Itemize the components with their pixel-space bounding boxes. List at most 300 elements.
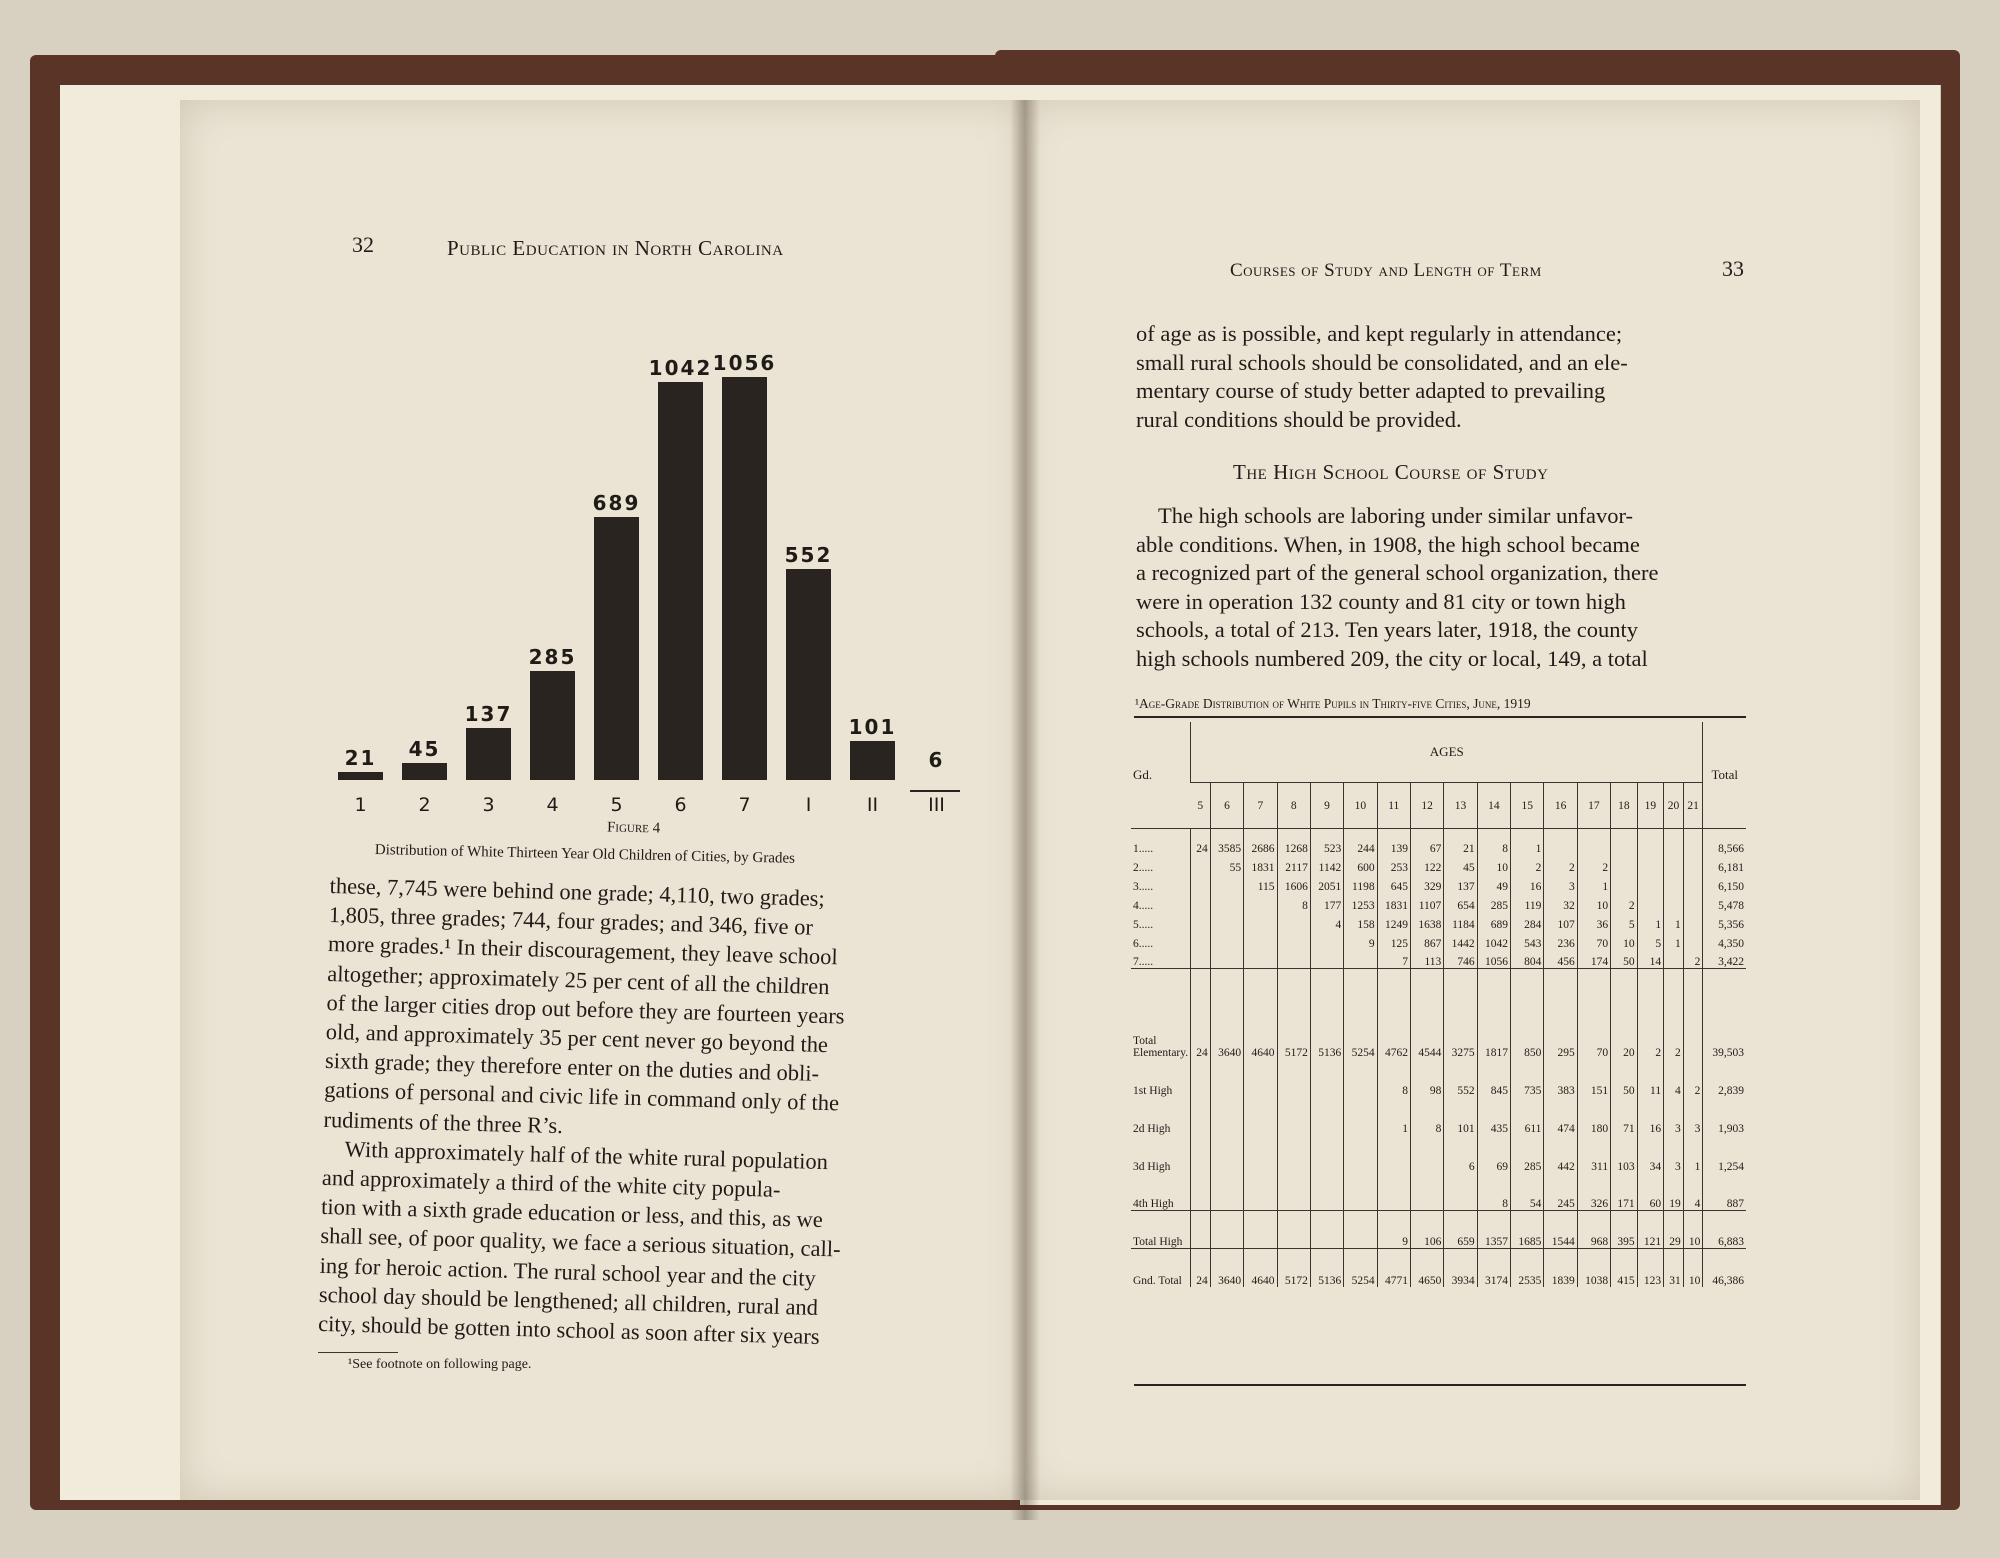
table-cell: 16 — [1637, 1097, 1664, 1135]
table-cell: 3585 — [1210, 829, 1243, 855]
bar-value-label: 101 — [848, 715, 897, 740]
table-cell: 125 — [1377, 931, 1410, 950]
table-cell — [1310, 1135, 1343, 1173]
table-cell: 67 — [1410, 829, 1443, 855]
table-cell: 5136 — [1310, 969, 1343, 1059]
left-page-number: 32 — [352, 232, 374, 257]
table-cell — [1210, 931, 1243, 950]
table-cell: 10 — [1683, 1249, 1703, 1287]
age-column-header: 12 — [1410, 783, 1443, 829]
table-cell: 1249 — [1377, 912, 1410, 931]
table-cell — [1683, 969, 1703, 1059]
table-cell — [1244, 1173, 1277, 1211]
table-cell — [1683, 874, 1703, 893]
row-grade-label: 4..... — [1133, 899, 1154, 912]
table-cell: 5254 — [1344, 1249, 1377, 1287]
bar-grade-7 — [722, 377, 767, 780]
row-total: 5,356 — [1703, 912, 1746, 931]
row-grade-label: Total Elementary. — [1133, 1034, 1189, 1059]
table-cell — [1611, 874, 1638, 893]
left-body-line: With approximately half of the white rural population — [344, 1136, 829, 1174]
bar-grade-2 — [402, 763, 447, 780]
table-cell — [1244, 912, 1277, 931]
row-total: 46,386 — [1703, 1249, 1746, 1287]
table-row — [1131, 855, 1746, 874]
table-cell: 850 — [1511, 969, 1544, 1059]
table-cell: 4771 — [1377, 1249, 1410, 1287]
table-cell: 1142 — [1310, 855, 1343, 874]
table-row — [1131, 931, 1746, 950]
table-cell — [1277, 931, 1310, 950]
grade-tick-label: 2 — [418, 794, 431, 816]
right-p2-line: were in operation 132 county and 81 city or town high — [1136, 588, 1626, 614]
table-cell: 7 — [1377, 950, 1410, 969]
col-ages-header: AGES — [1191, 722, 1703, 783]
table-cell: 1831 — [1244, 855, 1277, 874]
table-cell: 4640 — [1244, 969, 1277, 1059]
row-grade-label: 2..... — [1133, 861, 1154, 874]
table-cell: 3934 — [1444, 1249, 1477, 1287]
table-cell: 29 — [1664, 1211, 1684, 1249]
right-page-number: 33 — [1722, 256, 1744, 281]
table-cell: 4762 — [1377, 969, 1410, 1059]
row-total: 6,150 — [1703, 874, 1746, 893]
left-body-line: sixth grade; they therefore enter on the duties and obli- — [324, 1048, 820, 1087]
table-cell — [1683, 855, 1703, 874]
table-cell: 122 — [1410, 855, 1443, 874]
bar-value-label: 21 — [344, 745, 377, 770]
table-cell: 49 — [1477, 874, 1510, 893]
left-body-line: old, and approximately 35 per cent never go beyond the — [325, 1018, 829, 1058]
right-p1-line: small rural schools should be consolidated, and an ele- — [1136, 349, 1628, 375]
table-cell: 2 — [1664, 969, 1684, 1059]
grade-tick-label: II — [866, 794, 879, 816]
table-cell — [1611, 829, 1638, 855]
table-cell: 36 — [1577, 912, 1610, 931]
right-p2-line: schools, a total of 213. Ten years later, 1918, the county — [1136, 617, 1638, 642]
table-cell: 5 — [1637, 931, 1664, 950]
left-running-head: Public Education in North Carolina — [447, 236, 784, 260]
table-row — [1131, 912, 1746, 931]
table-cell — [1191, 1097, 1211, 1135]
right-p2-line: high schools numbered 209, the city or local, 149, a total — [1136, 645, 1648, 671]
table-cell: 5172 — [1277, 1249, 1310, 1287]
bar-value-label: 45 — [408, 736, 441, 761]
table-cell — [1244, 950, 1277, 969]
table-cell — [1611, 855, 1638, 874]
bar-value-label: 1042 — [648, 356, 713, 381]
table-cell: 746 — [1444, 950, 1477, 969]
table-cell: 285 — [1477, 893, 1510, 912]
bar-grade-I — [786, 569, 831, 780]
grade-tick-label: 6 — [674, 794, 687, 816]
table-cell: 4650 — [1410, 1249, 1443, 1287]
table-cell: 383 — [1544, 1059, 1577, 1097]
table-row — [1131, 1135, 1746, 1173]
age-column-header: 10 — [1344, 783, 1377, 829]
table-cell — [1410, 1135, 1443, 1173]
table-cell — [1344, 1097, 1377, 1135]
table-cell: 804 — [1511, 950, 1544, 969]
left-body-line: gations of personal and civic life in command only of the — [323, 1077, 840, 1116]
table-cell — [1664, 855, 1684, 874]
row-total: 3,422 — [1703, 950, 1746, 969]
left-body-line: altogether; approximately 25 per cent of all the children — [327, 960, 830, 999]
table-cell — [1210, 950, 1243, 969]
grade-tick-label: 1 — [354, 794, 367, 816]
table-cell — [1444, 1173, 1477, 1211]
table-cell — [1191, 893, 1211, 912]
table-row — [1131, 1059, 1746, 1097]
table-cell — [1544, 829, 1577, 855]
table-cell — [1244, 1097, 1277, 1135]
table-cell — [1191, 931, 1211, 950]
table-cell: 16 — [1511, 874, 1544, 893]
age-column-header: 6 — [1210, 783, 1243, 829]
table-cell — [1244, 1211, 1277, 1249]
table-cell — [1277, 1173, 1310, 1211]
table-cell — [1210, 1135, 1243, 1173]
table-cell — [1191, 1211, 1211, 1249]
row-grade-label: 6..... — [1133, 937, 1154, 950]
table-cell: 1685 — [1511, 1211, 1544, 1249]
table-cell: 70 — [1577, 931, 1610, 950]
table-cell: 600 — [1344, 855, 1377, 874]
row-grade-label: 4th High — [1133, 1198, 1174, 1210]
bar-value-label: 6 — [928, 748, 945, 772]
table-cell — [1191, 874, 1211, 893]
row-grade-label: 3d High — [1133, 1160, 1171, 1173]
left-body-line: these, 7,745 were behind one grade; 4,110, two grades; — [329, 872, 826, 911]
table-cell — [1277, 912, 1310, 931]
table-cell: 9 — [1377, 1211, 1410, 1249]
table-cell: 1 — [1664, 912, 1684, 931]
table-cell: 474 — [1544, 1097, 1577, 1135]
row-grade-label: 2d High — [1133, 1122, 1171, 1135]
table-cell — [1191, 912, 1211, 931]
table-row — [1131, 1173, 1746, 1211]
table-row — [1131, 893, 1746, 912]
age-column-header: 16 — [1544, 783, 1577, 829]
age-column-header: 7 — [1244, 783, 1277, 829]
row-grade-label: 3..... — [1133, 880, 1154, 893]
bar-grade-3 — [466, 728, 511, 780]
table-cell: 139 — [1377, 829, 1410, 855]
table-cell: 1198 — [1344, 874, 1377, 893]
table-cell — [1210, 893, 1243, 912]
table-cell: 5254 — [1344, 969, 1377, 1059]
table-cell — [1277, 1211, 1310, 1249]
table-title: ¹Age-Grade Distribution of White Pupils in Thirty-five Cities, June, 1919 — [1135, 696, 1531, 711]
table-cell — [1344, 1173, 1377, 1211]
row-grade-label: 7..... — [1133, 956, 1154, 968]
table-cell: 171 — [1611, 1173, 1638, 1211]
age-column-header: 21 — [1683, 783, 1703, 829]
table-cell: 456 — [1544, 950, 1577, 969]
table-cell: 3 — [1664, 1135, 1684, 1173]
table-cell: 1839 — [1544, 1249, 1577, 1287]
table-cell: 867 — [1410, 931, 1443, 950]
table-cell: 103 — [1611, 1135, 1638, 1173]
table-cell — [1664, 874, 1684, 893]
table-cell: 3640 — [1210, 969, 1243, 1059]
table-cell: 115 — [1244, 874, 1277, 893]
table-cell: 1638 — [1410, 912, 1443, 931]
table-cell: 106 — [1410, 1211, 1443, 1249]
table-cell: 1056 — [1477, 950, 1510, 969]
table-cell: 69 — [1477, 1135, 1510, 1173]
table-cell: 2117 — [1277, 855, 1310, 874]
table-cell: 24 — [1191, 969, 1211, 1059]
table-cell — [1377, 1173, 1410, 1211]
table-cell: 54 — [1511, 1173, 1544, 1211]
table-cell: 121 — [1637, 1211, 1664, 1249]
table-cell: 1 — [1637, 912, 1664, 931]
age-column-header: 17 — [1577, 783, 1610, 829]
table-cell: 1268 — [1277, 829, 1310, 855]
table-cell: 2 — [1544, 855, 1577, 874]
grade-tick-label: 5 — [610, 794, 623, 816]
table-cell: 1 — [1683, 1135, 1703, 1173]
table-cell: 8 — [1410, 1097, 1443, 1135]
table-cell: 177 — [1310, 893, 1343, 912]
bar-grade-6 — [658, 382, 703, 780]
left-body-line: 1,805, three grades; 744, four grades; and 346, five or — [328, 902, 814, 940]
table-cell: 1 — [1511, 829, 1544, 855]
table-cell — [1664, 829, 1684, 855]
left-footnote: ¹See footnote on following page. — [348, 1357, 532, 1372]
col-grade-header: Gd. — [1133, 767, 1153, 782]
table-cell — [1410, 1173, 1443, 1211]
age-column-header: 14 — [1477, 783, 1510, 829]
table-cell: 284 — [1511, 912, 1544, 931]
table-cell: 442 — [1544, 1135, 1577, 1173]
row-total: 39,503 — [1703, 969, 1746, 1059]
table-cell: 1817 — [1477, 969, 1510, 1059]
table-cell — [1244, 893, 1277, 912]
table-cell: 3 — [1683, 1097, 1703, 1135]
table-cell: 24 — [1191, 829, 1211, 855]
right-p1-line: of age as is possible, and kept regularly in attendance; — [1136, 321, 1623, 346]
table-cell: 71 — [1611, 1097, 1638, 1135]
table-cell — [1244, 1135, 1277, 1173]
table-cell — [1637, 874, 1664, 893]
table-cell — [1683, 829, 1703, 855]
grade-distribution-chart — [330, 300, 970, 820]
row-grade-label: Total High — [1133, 1236, 1183, 1248]
table-cell: 1042 — [1477, 931, 1510, 950]
table-row — [1131, 1097, 1746, 1135]
table-cell: 10 — [1683, 1211, 1703, 1249]
right-p2-line: The high schools are laboring under similar unfavor- — [1158, 503, 1634, 528]
table-cell: 4 — [1310, 912, 1343, 931]
table-cell — [1637, 829, 1664, 855]
table-cell: 1107 — [1410, 893, 1443, 912]
table-cell: 2 — [1611, 893, 1638, 912]
table-cell: 119 — [1511, 893, 1544, 912]
table-cell — [1310, 1059, 1343, 1097]
table-cell — [1664, 893, 1684, 912]
table-row — [1131, 1211, 1746, 1249]
table-cell: 3275 — [1444, 969, 1477, 1059]
table-cell: 3174 — [1477, 1249, 1510, 1287]
table-cell: 2 — [1683, 1059, 1703, 1097]
table-cell: 5 — [1611, 912, 1638, 931]
table-cell — [1277, 1097, 1310, 1135]
row-total: 6,181 — [1703, 855, 1746, 874]
footnote-rule — [318, 1352, 398, 1353]
table-cell: 19 — [1664, 1173, 1684, 1211]
table-cell — [1310, 1211, 1343, 1249]
table-cell: 689 — [1477, 912, 1510, 931]
table-cell — [1210, 1097, 1243, 1135]
right-p2-line: able conditions. When, in 1908, the high school became — [1136, 531, 1640, 557]
age-column-header: 9 — [1310, 783, 1343, 829]
table-cell: 6 — [1444, 1135, 1477, 1173]
table-cell: 3640 — [1210, 1249, 1243, 1287]
table-cell: 1831 — [1377, 893, 1410, 912]
table-cell — [1344, 1135, 1377, 1173]
table-cell: 20 — [1611, 969, 1638, 1059]
table-cell: 2 — [1683, 950, 1703, 969]
row-grade-label: 1st High — [1133, 1084, 1173, 1097]
table-row — [1131, 950, 1746, 969]
table-row — [1131, 874, 1746, 893]
table-cell: 1 — [1377, 1097, 1410, 1135]
table-cell: 395 — [1611, 1211, 1638, 1249]
age-column-header: 11 — [1377, 783, 1410, 829]
row-total: 887 — [1703, 1173, 1746, 1211]
table-cell — [1191, 855, 1211, 874]
table-cell — [1344, 1059, 1377, 1097]
age-column-header: 5 — [1197, 799, 1204, 812]
table-cell: 10 — [1477, 855, 1510, 874]
table-cell: 55 — [1210, 855, 1243, 874]
table-cell: 611 — [1511, 1097, 1544, 1135]
age-column-header: 18 — [1611, 783, 1638, 829]
table-cell: 10 — [1611, 931, 1638, 950]
table-cell: 8 — [1477, 829, 1510, 855]
table-cell — [1310, 950, 1343, 969]
table-cell: 2051 — [1310, 874, 1343, 893]
table-cell — [1683, 893, 1703, 912]
table-cell: 1038 — [1577, 1249, 1610, 1287]
row-total: 5,478 — [1703, 893, 1746, 912]
row-total: 4,350 — [1703, 931, 1746, 950]
table-cell: 1 — [1664, 931, 1684, 950]
figure-caption: Distribution of White Thirteen Year Old Children of Cities, by Grades — [374, 842, 796, 867]
table-cell: 4 — [1683, 1173, 1703, 1211]
table-cell: 654 — [1444, 893, 1477, 912]
table-cell: 123 — [1637, 1249, 1664, 1287]
table-cell: 245 — [1544, 1173, 1577, 1211]
table-cell: 137 — [1444, 874, 1477, 893]
table-cell: 435 — [1477, 1097, 1510, 1135]
table-cell: 311 — [1577, 1135, 1610, 1173]
table-cell — [1277, 950, 1310, 969]
left-body-line: of the larger cities drop out before they are fourteen years — [326, 989, 845, 1029]
table-cell: 968 — [1577, 1211, 1610, 1249]
table-cell — [1377, 1135, 1410, 1173]
table-cell: 24 — [1191, 1249, 1211, 1287]
left-body-line: ing for heroic action. The rural school year and the city — [319, 1252, 817, 1291]
row-total: 6,883 — [1703, 1211, 1746, 1249]
table-cell: 4544 — [1410, 969, 1443, 1059]
table-cell: 295 — [1544, 969, 1577, 1059]
table-cell — [1344, 950, 1377, 969]
table-cell: 329 — [1410, 874, 1443, 893]
table-cell: 285 — [1511, 1135, 1544, 1173]
table-cell: 70 — [1577, 969, 1610, 1059]
grade-tick-label: 7 — [738, 794, 751, 816]
age-column-header: 13 — [1444, 783, 1477, 829]
table-cell — [1210, 912, 1243, 931]
table-cell — [1577, 829, 1610, 855]
table-row — [1131, 1249, 1746, 1287]
row-grade-label: Gnd. Total — [1133, 1274, 1182, 1287]
table-cell — [1344, 1211, 1377, 1249]
table-cell: 3 — [1544, 874, 1577, 893]
table-cell — [1210, 1211, 1243, 1249]
table-cell — [1683, 912, 1703, 931]
table-cell: 244 — [1344, 829, 1377, 855]
table-cell — [1664, 950, 1684, 969]
table-cell: 4 — [1664, 1059, 1684, 1097]
table-cell: 9 — [1344, 931, 1377, 950]
col-total-header: Total — [1703, 722, 1746, 829]
left-body-line: more grades.¹ In their discouragement, they leave school — [327, 931, 838, 970]
table-cell — [1637, 855, 1664, 874]
bar-grade-5 — [594, 517, 639, 780]
row-total: 1,903 — [1703, 1097, 1746, 1135]
left-body-line: and approximately a third of the white city popula- — [321, 1164, 781, 1202]
table-cell — [1310, 1097, 1343, 1135]
grade-tick-label: I — [805, 794, 812, 816]
table-bottom-rule — [1134, 1384, 1746, 1386]
left-body-line: city, should be gotten into school as soon after six years — [317, 1310, 820, 1349]
table-cell — [1191, 950, 1211, 969]
table-cell: 45 — [1444, 855, 1477, 874]
table-cell: 60 — [1637, 1173, 1664, 1211]
table-cell: 2 — [1637, 969, 1664, 1059]
right-p1-line: mentary course of study better adapted to prevailing — [1136, 378, 1606, 403]
bar-value-label: 1056 — [712, 350, 777, 375]
grade-tick-label: 4 — [546, 794, 559, 816]
table-cell — [1244, 1059, 1277, 1097]
table-cell: 107 — [1544, 912, 1577, 931]
left-body-line: shall see, of poor quality, we face a serious situation, call- — [320, 1223, 841, 1262]
right-p1-line: rural conditions should be provided. — [1136, 406, 1462, 432]
table-cell: 2 — [1511, 855, 1544, 874]
table-cell — [1191, 1135, 1211, 1173]
age-column-header: 19 — [1637, 783, 1664, 829]
table-cell — [1310, 1173, 1343, 1211]
grade-tick-label: 3 — [482, 794, 495, 816]
table-cell: 158 — [1344, 912, 1377, 931]
table-cell: 552 — [1444, 1059, 1477, 1097]
age-column-header: 20 — [1664, 783, 1684, 829]
table-row — [1131, 969, 1746, 1059]
table-cell: 11 — [1637, 1059, 1664, 1097]
row-grade-label: 5..... — [1133, 918, 1154, 931]
age-column-header: 15 — [1511, 783, 1544, 829]
table-cell: 180 — [1577, 1097, 1610, 1135]
table-cell: 1544 — [1544, 1211, 1577, 1249]
grade-tick-label: III — [928, 794, 945, 816]
bar-grade-II — [850, 741, 895, 780]
left-body-line: rudiments of the three R’s. — [323, 1106, 564, 1138]
row-total: 2,839 — [1703, 1059, 1746, 1097]
